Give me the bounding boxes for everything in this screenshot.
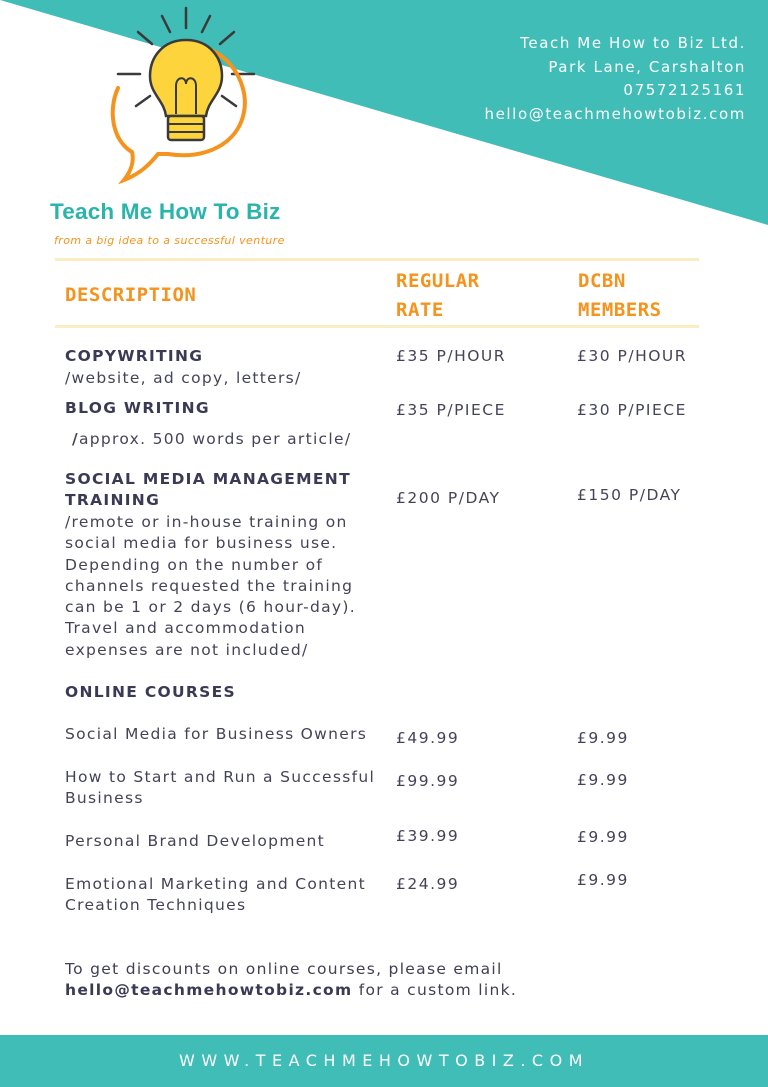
header-description: DESCRIPTION [65, 284, 197, 306]
service-title-smm-training-line1: SOCIAL MEDIA MANAGEMENT [65, 470, 351, 488]
price-regular-blog-writing: £35 P/PIECE [396, 401, 506, 419]
price-members-blog-writing: £30 P/PIECE [577, 401, 687, 419]
discount-note [65, 959, 517, 1001]
lightbulb-speech-bubble-icon [110, 2, 260, 187]
course-price-regular: £24.99 [396, 875, 460, 893]
online-courses-title: ONLINE COURSES [65, 683, 236, 701]
desc-line: social media for business use. [65, 534, 338, 553]
header-members-line2: MEMBERS [578, 299, 662, 321]
discount-note-line2 [65, 980, 517, 1001]
price-members-smm-training: £150 P/DAY [577, 486, 682, 504]
price-members-copywriting: £30 P/HOUR [577, 347, 688, 365]
company-legal-name: Teach Me How to Biz Ltd. [520, 34, 746, 52]
company-email[interactable]: hello@teachmehowtobiz.com [484, 104, 746, 123]
course-name-line: How to Start and Run a Successful [65, 768, 376, 786]
company-phone: 07572125161 [623, 81, 746, 99]
desc-line: expenses are not included/ [65, 640, 309, 659]
table-header-rule [55, 325, 699, 328]
desc-line: /remote or in-house training on [65, 513, 348, 531]
discount-email-link[interactable]: hello@teachmehowtobiz.com [65, 981, 353, 999]
company-address: Park Lane, Carshalton [548, 57, 746, 76]
course-name-line: Business [65, 789, 144, 808]
course-name-social-media: Social Media for Business Owners [65, 725, 368, 743]
course-price-members: £9.99 [577, 771, 629, 789]
course-name-line: Creation Techniques [65, 896, 247, 915]
course-name-personal-brand: Personal Brand Development [65, 832, 326, 850]
price-regular-copywriting: £35 P/HOUR [396, 347, 507, 365]
contact-block [484, 32, 746, 126]
footer-bar [0, 1035, 768, 1087]
brand-tagline: from a big idea to a successful venture [54, 234, 285, 247]
course-price-members: £9.99 [577, 871, 629, 889]
header-regular-rate [396, 267, 480, 325]
footer-website-link[interactable]: WWW.TEACHMEHOWTOBIZ.COM [179, 1051, 589, 1070]
header-members-line1: DCBN [578, 270, 626, 292]
course-name-start-business [65, 767, 375, 810]
desc-line: Depending on the number of [65, 555, 324, 574]
desc-line: Travel and accommodation [65, 619, 307, 638]
course-price-regular: £39.99 [396, 827, 460, 845]
desc-line: can be 1 or 2 days (6 hour-day). [65, 598, 356, 617]
discount-note-rest: for a custom link. [352, 981, 518, 999]
header-regular-line2: RATE [396, 299, 444, 321]
course-name-emotional-marketing [65, 874, 366, 917]
service-desc-copywriting: /website, ad copy, letters/ [65, 369, 302, 387]
discount-note-line1: To get discounts on online courses, please email [65, 960, 503, 978]
desc-text: approx. 500 words per article/ [78, 430, 352, 448]
table-top-rule [55, 258, 699, 261]
brand-title: Teach Me How To Biz [50, 199, 281, 224]
service-desc-smm-training [65, 512, 356, 661]
service-title-copywriting: COPYWRITING [65, 347, 204, 365]
course-name-line: Emotional Marketing and Content [65, 875, 367, 893]
service-title-smm-training-line2: TRAINING [65, 491, 161, 509]
price-regular-smm-training: £200 P/DAY [396, 489, 501, 507]
service-desc-blog-writing [72, 429, 351, 450]
desc-slash: / [72, 430, 79, 448]
course-price-members: £9.99 [577, 729, 629, 747]
course-price-regular: £99.99 [396, 772, 460, 790]
header-dcbn-members [578, 267, 662, 325]
course-price-regular: £49.99 [396, 729, 460, 747]
course-price-members: £9.99 [577, 828, 629, 846]
header-regular-line1: REGULAR [396, 270, 480, 292]
service-title-blog-writing: BLOG WRITING [65, 399, 210, 417]
desc-line: channels requested the training [65, 576, 354, 595]
